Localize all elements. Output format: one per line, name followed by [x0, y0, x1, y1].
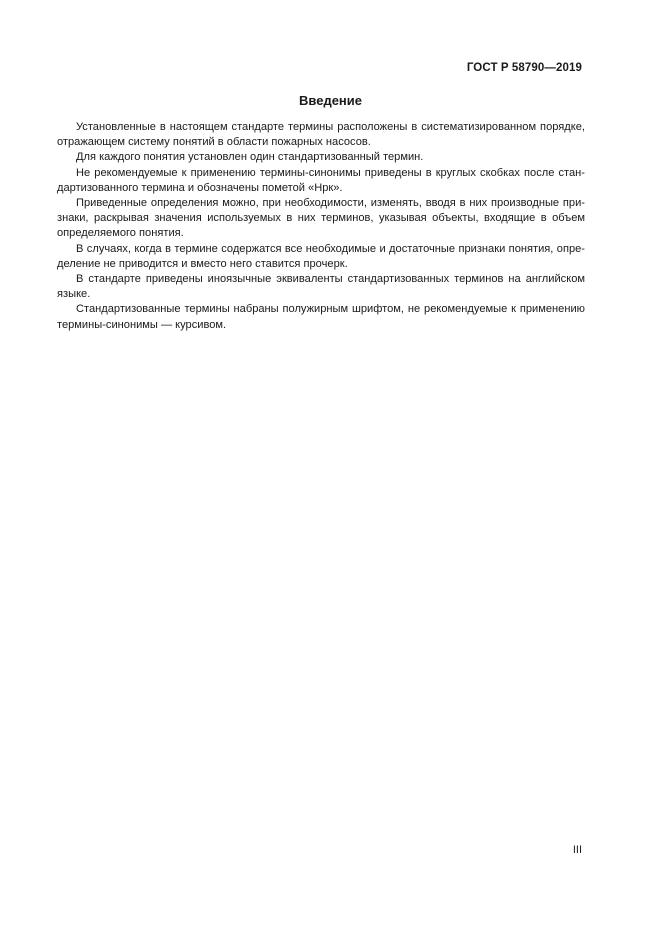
page-number: III [572, 844, 582, 856]
paragraph: В стандарте приведены иноязычные эквиваленты стандартизованных терминов на английском языке. [57, 273, 585, 301]
paragraph: Установленные в настоящем стандарте термины расположены в систематизированном порядке, отражающем систему понятий в области пожарных насосов. [57, 121, 585, 149]
body-text [57, 120, 585, 333]
paragraph: Не рекомендуемые к применению термины-синонимы приведены в круглых скобках после стандартизованного термина и обозначены пометой «Нрк». [57, 166, 585, 194]
paragraph: Для каждого понятия установлен один стандартизованный термин. [76, 151, 424, 164]
paragraph: Приведенные определения можно, при необходимости, изменять, вводя в них производные признаки, раскрывая значения используемых в них терминов, указывая объекты, входящие в объем определяемого понятия. [57, 197, 585, 240]
paragraph: В случаях, когда в термине содержатся все необходимые и достаточные признаки понятия, определение не приводится и вместо него ставится прочерк. [57, 242, 585, 270]
section-title: Введение [299, 93, 362, 108]
document-code: ГОСТ Р 58790—2019 [466, 62, 582, 74]
paragraph: Стандартизованные термины набраны полужирным шрифтом, не рекомендуемые к применению термины-синонимы — курсивом. [57, 303, 585, 331]
